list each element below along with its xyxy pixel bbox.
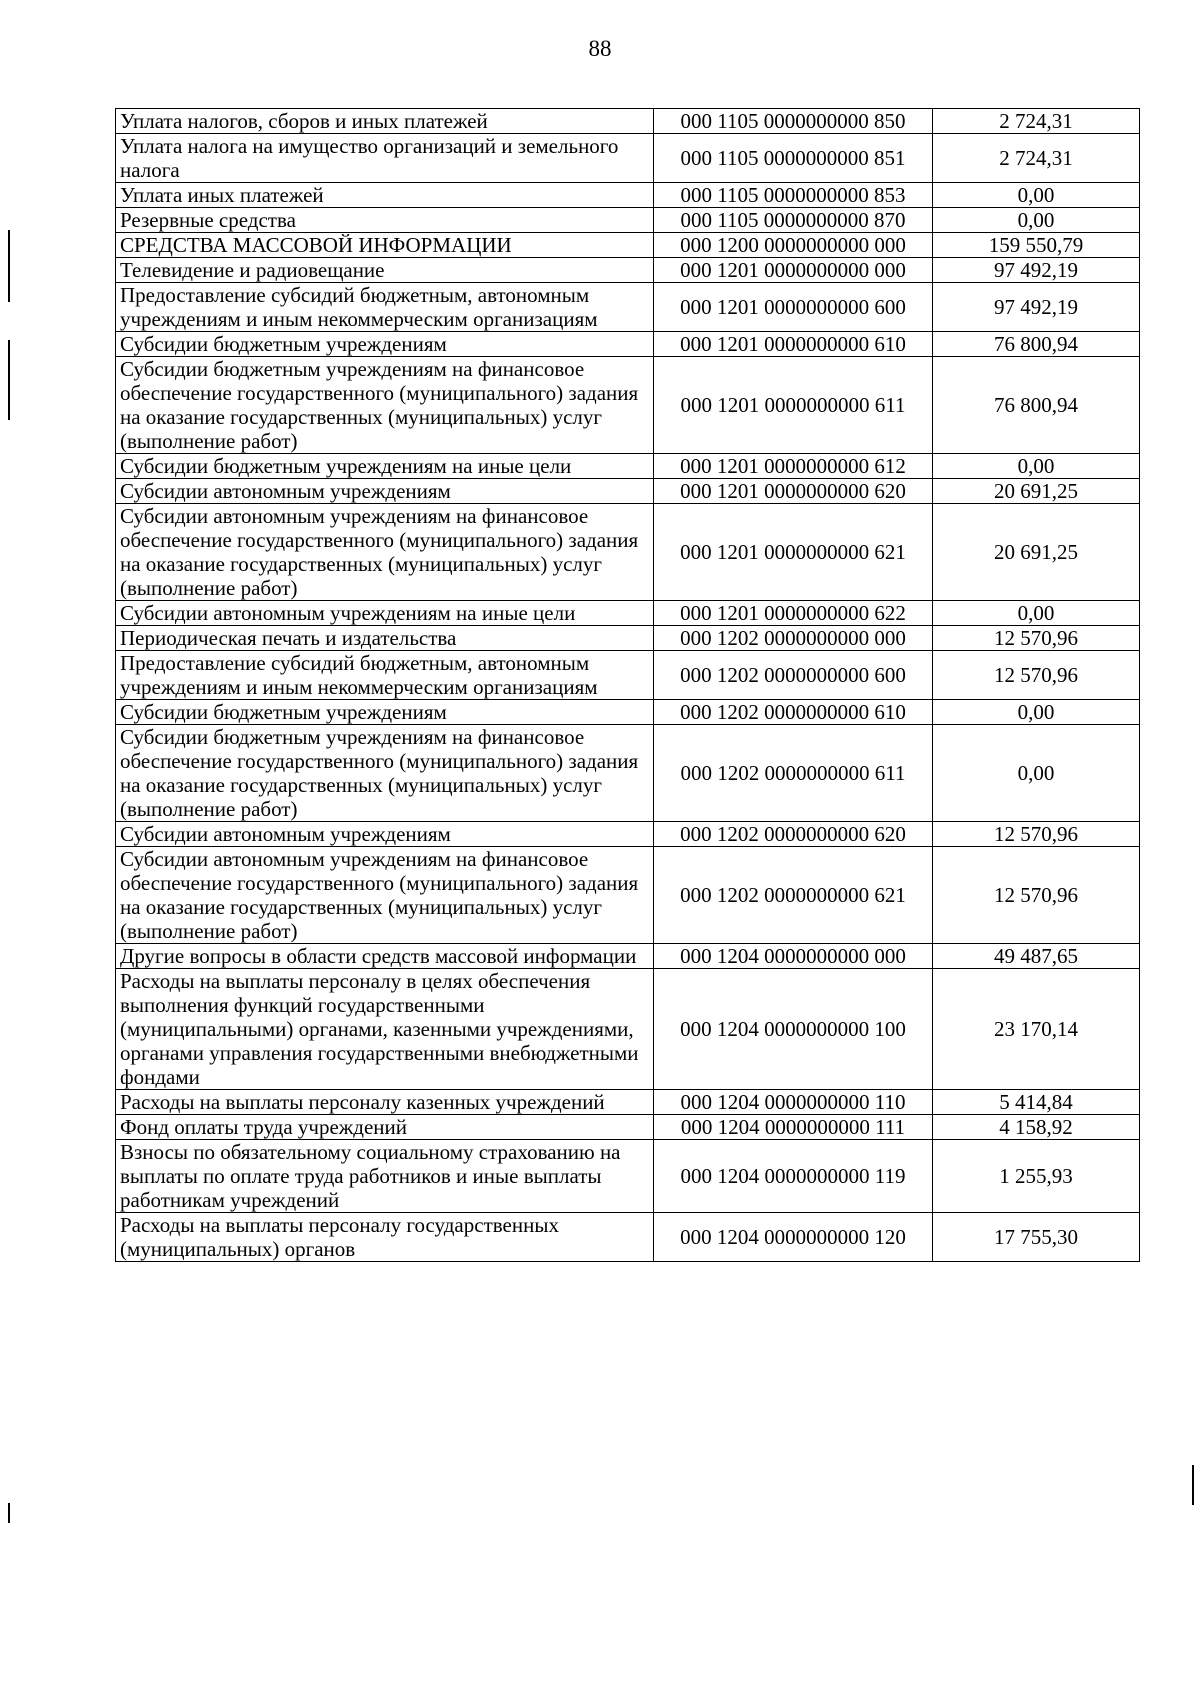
row-name-cell: Субсидии бюджетным учреждениям на иные цели [116, 454, 654, 479]
row-name-cell: Субсидии автономным учреждениям [116, 479, 654, 504]
row-code-cell: 000 1201 0000000000 610 [654, 332, 933, 357]
table-row [116, 944, 1140, 969]
table-row [116, 208, 1140, 233]
table-row [116, 725, 1140, 822]
row-amount-cell: 23 170,14 [933, 969, 1140, 1090]
table-row [116, 134, 1140, 183]
row-amount-cell: 0,00 [933, 454, 1140, 479]
budget-table [115, 108, 1140, 1262]
row-code-cell: 000 1204 0000000000 110 [654, 1090, 933, 1115]
table-row [116, 258, 1140, 283]
scan-artifact-left-bottom [8, 1503, 10, 1523]
row-code-cell: 000 1105 0000000000 853 [654, 183, 933, 208]
row-code-cell: 000 1201 0000000000 620 [654, 479, 933, 504]
row-code-cell: 000 1105 0000000000 850 [654, 109, 933, 134]
row-amount-cell: 12 570,96 [933, 626, 1140, 651]
row-name-cell: Предоставление субсидий бюджетным, автономным учреждениям и иным некоммерческим организациям [116, 651, 654, 700]
table-row [116, 651, 1140, 700]
row-amount-cell: 12 570,96 [933, 822, 1140, 847]
table-row [116, 332, 1140, 357]
row-amount-cell: 17 755,30 [933, 1213, 1140, 1262]
row-amount-cell: 0,00 [933, 208, 1140, 233]
row-code-cell: 000 1202 0000000000 620 [654, 822, 933, 847]
row-name-cell: Расходы на выплаты персоналу казенных учреждений [116, 1090, 654, 1115]
row-code-cell: 000 1204 0000000000 120 [654, 1213, 933, 1262]
row-amount-cell: 5 414,84 [933, 1090, 1140, 1115]
table-row [116, 504, 1140, 601]
row-amount-cell: 0,00 [933, 700, 1140, 725]
table-row [116, 283, 1140, 332]
table-row [116, 847, 1140, 944]
row-code-cell: 000 1201 0000000000 621 [654, 504, 933, 601]
row-amount-cell: 2 724,31 [933, 109, 1140, 134]
row-amount-cell: 20 691,25 [933, 479, 1140, 504]
row-code-cell: 000 1201 0000000000 612 [654, 454, 933, 479]
row-amount-cell: 0,00 [933, 183, 1140, 208]
table-row [116, 1213, 1140, 1262]
row-code-cell: 000 1204 0000000000 111 [654, 1115, 933, 1140]
row-amount-cell: 0,00 [933, 725, 1140, 822]
table-row [116, 357, 1140, 454]
table-row [116, 700, 1140, 725]
row-code-cell: 000 1202 0000000000 000 [654, 626, 933, 651]
table-row [116, 601, 1140, 626]
row-code-cell: 000 1201 0000000000 611 [654, 357, 933, 454]
row-amount-cell: 97 492,19 [933, 258, 1140, 283]
row-code-cell: 000 1201 0000000000 622 [654, 601, 933, 626]
row-name-cell: Субсидии бюджетным учреждениям [116, 700, 654, 725]
row-name-cell: Периодическая печать и издательства [116, 626, 654, 651]
row-amount-cell: 76 800,94 [933, 332, 1140, 357]
table-row [116, 1090, 1140, 1115]
row-code-cell: 000 1204 0000000000 000 [654, 944, 933, 969]
row-name-cell: Субсидии автономным учреждениям [116, 822, 654, 847]
row-name-cell: Уплата иных платежей [116, 183, 654, 208]
row-name-cell: Взносы по обязательному социальному страхованию на выплаты по оплате труда работников и иные выплаты работникам учреждений [116, 1140, 654, 1213]
row-code-cell: 000 1105 0000000000 851 [654, 134, 933, 183]
row-amount-cell: 4 158,92 [933, 1115, 1140, 1140]
table-row [116, 454, 1140, 479]
row-name-cell: Субсидии бюджетным учреждениям на финансовое обеспечение государственного (муниципального) задания на оказание государственных (муниципальных) услуг (выполнение работ) [116, 357, 654, 454]
row-name-cell: Фонд оплаты труда учреждений [116, 1115, 654, 1140]
row-amount-cell: 159 550,79 [933, 233, 1140, 258]
row-name-cell: Уплата налога на имущество организаций и земельного налога [116, 134, 654, 183]
scan-artifact-left-middle [8, 340, 10, 420]
row-code-cell: 000 1204 0000000000 119 [654, 1140, 933, 1213]
table-row [116, 1140, 1140, 1213]
table-row [116, 822, 1140, 847]
row-name-cell: Расходы на выплаты персоналу государственных (муниципальных) органов [116, 1213, 654, 1262]
row-amount-cell: 76 800,94 [933, 357, 1140, 454]
table-row [116, 969, 1140, 1090]
table-row [116, 109, 1140, 134]
scan-artifact-right [1192, 1465, 1194, 1505]
row-amount-cell: 20 691,25 [933, 504, 1140, 601]
row-amount-cell: 97 492,19 [933, 283, 1140, 332]
row-amount-cell: 12 570,96 [933, 651, 1140, 700]
row-code-cell: 000 1201 0000000000 000 [654, 258, 933, 283]
table-row [116, 479, 1140, 504]
row-name-cell: Телевидение и радиовещание [116, 258, 654, 283]
row-code-cell: 000 1200 0000000000 000 [654, 233, 933, 258]
row-code-cell: 000 1202 0000000000 611 [654, 725, 933, 822]
row-name-cell: Субсидии автономным учреждениям на финансовое обеспечение государственного (муниципального) задания на оказание государственных (муниципальных) услуг (выполнение работ) [116, 504, 654, 601]
row-name-cell: Другие вопросы в области средств массовой информации [116, 944, 654, 969]
row-amount-cell: 0,00 [933, 601, 1140, 626]
row-name-cell: Резервные средства [116, 208, 654, 233]
row-code-cell: 000 1202 0000000000 600 [654, 651, 933, 700]
row-amount-cell: 1 255,93 [933, 1140, 1140, 1213]
row-name-cell: Субсидии автономным учреждениям на финансовое обеспечение государственного (муниципального) задания на оказание государственных (муниципальных) услуг (выполнение работ) [116, 847, 654, 944]
row-code-cell: 000 1201 0000000000 600 [654, 283, 933, 332]
row-name-cell: Субсидии автономным учреждениям на иные цели [116, 601, 654, 626]
row-code-cell: 000 1202 0000000000 610 [654, 700, 933, 725]
table-row [116, 233, 1140, 258]
row-code-cell: 000 1105 0000000000 870 [654, 208, 933, 233]
row-name-cell: СРЕДСТВА МАССОВОЙ ИНФОРМАЦИИ [116, 233, 654, 258]
table-row [116, 1115, 1140, 1140]
row-name-cell: Расходы на выплаты персоналу в целях обеспечения выполнения функций государственными (муниципальными) органами, казенными учреждениями, органами управления государственными внебюджетными фондами [116, 969, 654, 1090]
scan-artifact-left-top [8, 230, 10, 302]
table-row [116, 626, 1140, 651]
row-amount-cell: 49 487,65 [933, 944, 1140, 969]
row-name-cell: Субсидии бюджетным учреждениям [116, 332, 654, 357]
row-name-cell: Субсидии бюджетным учреждениям на финансовое обеспечение государственного (муниципального) задания на оказание государственных (муниципальных) услуг (выполнение работ) [116, 725, 654, 822]
page-number: 88 [588, 36, 612, 61]
budget-table-body [116, 109, 1140, 1262]
row-code-cell: 000 1204 0000000000 100 [654, 969, 933, 1090]
table-row [116, 183, 1140, 208]
row-amount-cell: 12 570,96 [933, 847, 1140, 944]
row-amount-cell: 2 724,31 [933, 134, 1140, 183]
row-name-cell: Предоставление субсидий бюджетным, автономным учреждениям и иным некоммерческим организациям [116, 283, 654, 332]
row-code-cell: 000 1202 0000000000 621 [654, 847, 933, 944]
row-name-cell: Уплата налогов, сборов и иных платежей [116, 109, 654, 134]
